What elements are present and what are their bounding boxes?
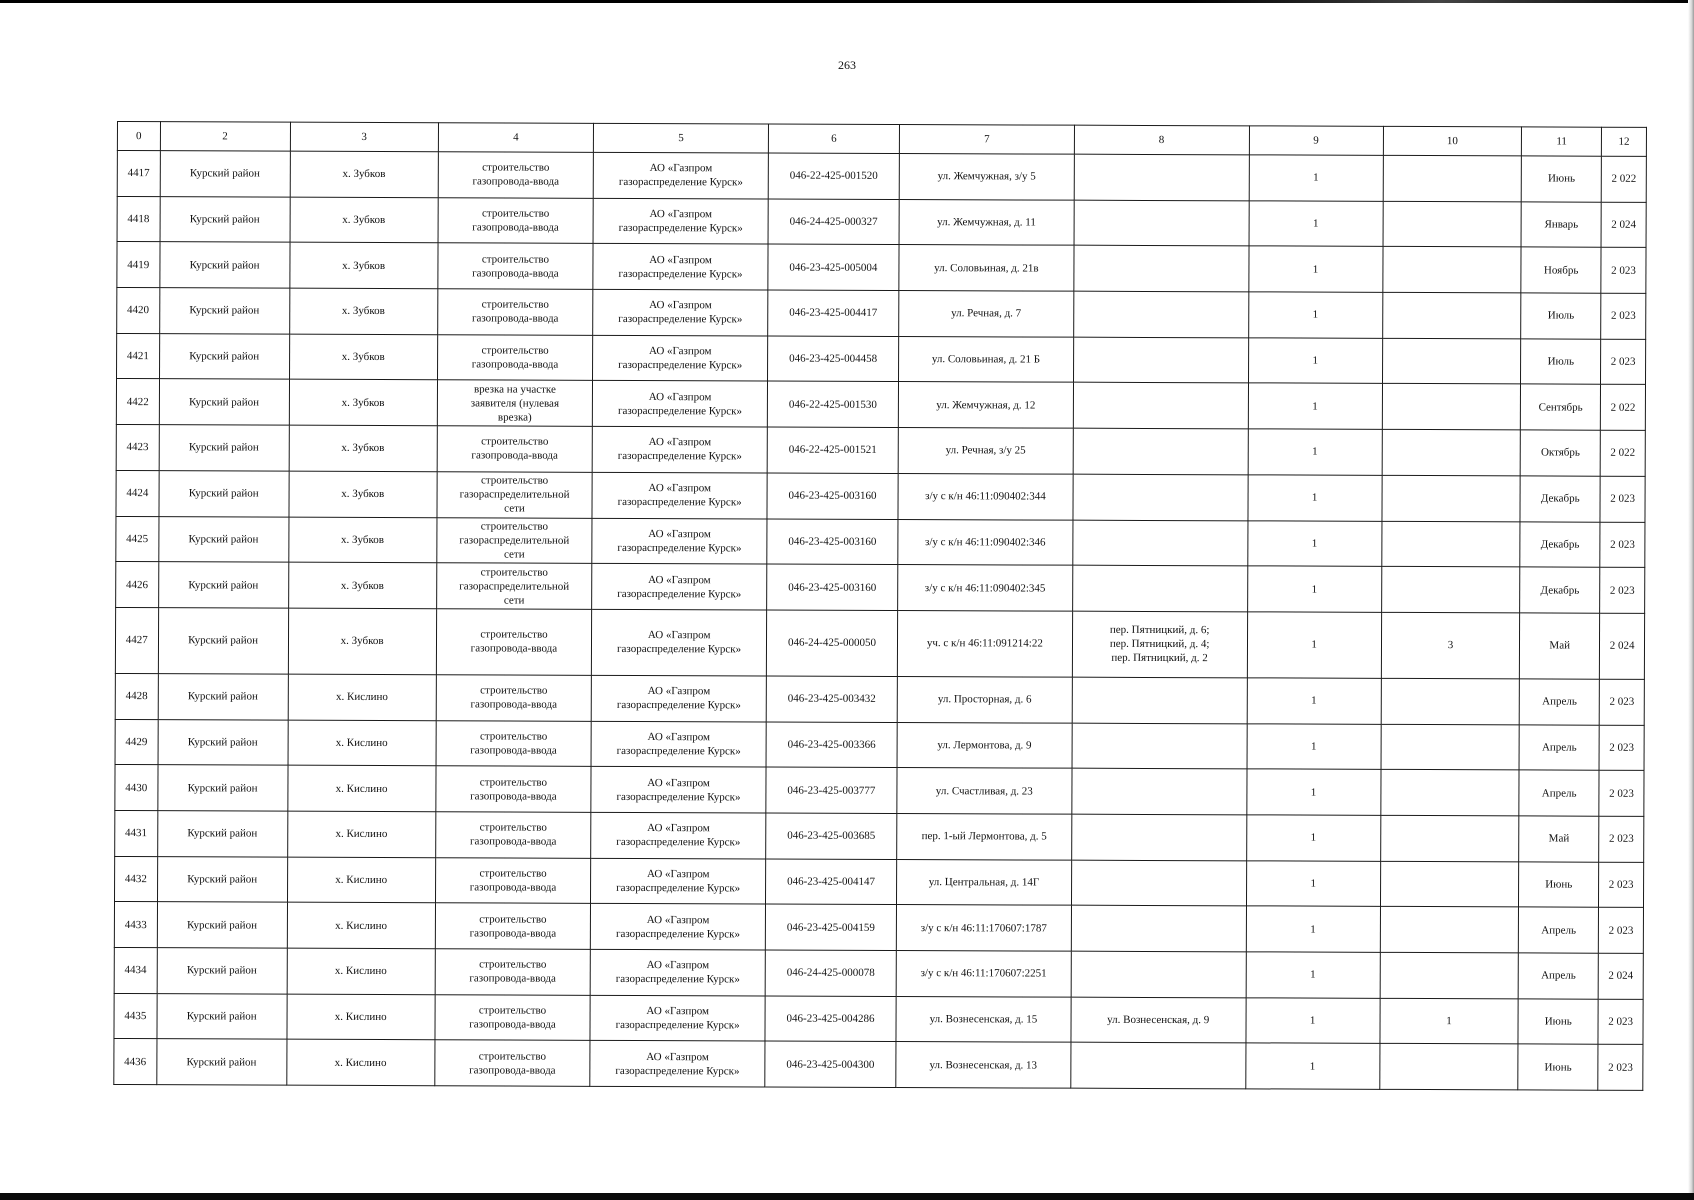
table-row (117, 196, 1646, 248)
work-type-cell: строительство газопровода-ввода (438, 152, 594, 198)
month-cell: Ноябрь (1521, 247, 1601, 293)
work-type-cell: строительство газопровода-ввода (436, 609, 592, 676)
extra-count-cell (1383, 155, 1522, 201)
additional-address-cell (1071, 814, 1246, 860)
locality-cell: х. Зубков (288, 517, 436, 563)
district-cell: Курский район (160, 196, 290, 242)
work-type-cell: строительство газопровода-ввода (435, 857, 591, 903)
count-cell: 1 (1248, 246, 1382, 292)
address-cell: уч. с к/н 46:11:091214:22 (897, 610, 1072, 677)
month-cell: Декабрь (1520, 567, 1600, 613)
district-cell: Курский район (158, 516, 288, 562)
locality-cell: х. Зубков (289, 334, 437, 380)
locality-cell: х. Кислино (287, 948, 435, 994)
address-cell: ул. Речная, з/у 25 (898, 428, 1073, 474)
column-header: 8 (1074, 125, 1249, 155)
district-cell: Курский район (158, 608, 288, 674)
work-type-cell: строительство газопровода-ввода (435, 903, 591, 949)
table-row (116, 516, 1645, 568)
district-cell: Курский район (158, 719, 288, 765)
year-cell: 2 023 (1600, 567, 1645, 613)
address-cell: з/у с к/н 46:11:090402:344 (898, 473, 1073, 519)
address-cell: ул. Центральная, д. 14Г (897, 859, 1072, 905)
month-cell: Апрель (1519, 724, 1599, 770)
table-row (115, 765, 1644, 817)
column-header: 0 (117, 122, 160, 151)
additional-address-cell (1071, 905, 1246, 951)
additional-address-cell (1073, 520, 1248, 566)
row-number-cell: 4421 (117, 333, 160, 379)
district-cell: Курский район (158, 674, 288, 720)
address-cell: ул. Жемчужная, д. 11 (899, 199, 1074, 245)
code-cell: 046-23-425-003366 (766, 722, 897, 768)
organization-cell: АО «Газпром газораспределение Курск» (591, 721, 766, 767)
month-cell: Апрель (1518, 953, 1598, 999)
count-cell: 1 (1246, 906, 1380, 952)
code-cell: 046-23-425-003160 (767, 564, 898, 610)
locality-cell: х. Кислино (287, 994, 435, 1040)
row-number-cell: 4426 (116, 562, 159, 608)
column-header: 9 (1249, 126, 1383, 156)
year-cell: 2 023 (1598, 1045, 1643, 1091)
scan-border-right (1688, 0, 1694, 1200)
district-cell: Курский район (157, 856, 287, 902)
organization-cell: АО «Газпром газораспределение Курск» (592, 518, 767, 564)
count-cell: 1 (1246, 952, 1380, 998)
code-cell: 046-23-425-003685 (766, 813, 897, 859)
locality-cell: х. Зубков (288, 562, 436, 608)
locality-cell: х. Кислино (287, 811, 435, 857)
column-header: 12 (1602, 127, 1647, 156)
locality-cell: х. Зубков (289, 243, 437, 289)
table-row (114, 947, 1643, 999)
locality-cell: х. Зубков (289, 288, 437, 334)
district-cell: Курский район (159, 242, 289, 288)
count-cell: 1 (1245, 1043, 1379, 1089)
count-cell: 1 (1247, 678, 1381, 724)
month-cell: Декабрь (1520, 476, 1600, 522)
code-cell: 046-22-425-001520 (768, 153, 899, 199)
extra-count-cell (1380, 861, 1519, 907)
organization-cell: АО «Газпром газораспределение Курск» (590, 1041, 765, 1087)
month-cell: Октябрь (1520, 430, 1600, 476)
count-cell: 1 (1245, 998, 1379, 1044)
table-row (114, 902, 1643, 954)
row-number-cell: 4424 (116, 470, 159, 516)
row-number-cell: 4420 (117, 288, 160, 334)
scan-border-top (0, 0, 1694, 3)
extra-count-cell (1382, 292, 1521, 338)
row-number-cell: 4430 (115, 765, 158, 811)
table-row (115, 719, 1644, 771)
address-cell: ул. Речная, д. 7 (899, 291, 1074, 337)
column-header: 2 (160, 122, 290, 151)
extra-count-cell (1381, 567, 1520, 613)
year-cell: 2 023 (1599, 679, 1644, 725)
year-cell: 2 024 (1600, 613, 1645, 679)
count-cell: 1 (1247, 475, 1381, 521)
year-cell: 2 023 (1599, 725, 1644, 771)
extra-count-cell: 1 (1380, 998, 1519, 1044)
additional-address-cell (1072, 677, 1247, 723)
count-cell: 1 (1249, 155, 1383, 201)
row-number-cell: 4432 (115, 856, 158, 902)
year-cell: 2 023 (1600, 476, 1645, 522)
row-number-cell: 4417 (117, 151, 160, 197)
month-cell: Апрель (1519, 770, 1599, 816)
work-type-cell: строительство газопровода-ввода (438, 197, 594, 243)
table-row (114, 1039, 1643, 1091)
extra-count-cell (1383, 201, 1522, 247)
locality-cell: х. Зубков (290, 197, 438, 243)
organization-cell: АО «Газпром газораспределение Курск» (592, 426, 767, 472)
table-row (117, 151, 1646, 203)
count-cell: 1 (1248, 383, 1382, 429)
count-cell: 1 (1247, 520, 1381, 566)
district-cell: Курский район (158, 562, 288, 608)
month-cell: Декабрь (1520, 521, 1600, 567)
additional-address-cell (1073, 337, 1248, 383)
district-cell: Курский район (159, 470, 289, 516)
year-cell: 2 023 (1599, 862, 1644, 908)
count-cell: 1 (1247, 566, 1381, 612)
extra-count-cell (1382, 384, 1521, 430)
address-cell: ул. Соловьиная, д. 21в (899, 245, 1074, 291)
extra-count-cell (1382, 338, 1521, 384)
address-cell: ул. Жемчужная, д. 12 (898, 382, 1073, 428)
locality-cell: х. Зубков (288, 608, 436, 675)
table-row (117, 333, 1646, 385)
count-cell: 1 (1248, 429, 1382, 475)
district-cell: Курский район (157, 902, 287, 948)
work-type-cell: строительство газопровода-ввода (438, 243, 594, 289)
district-cell: Курский район (156, 1039, 286, 1085)
year-cell: 2 023 (1598, 999, 1643, 1045)
year-cell: 2 023 (1598, 908, 1643, 954)
month-cell: Июнь (1518, 999, 1598, 1045)
year-cell: 2 023 (1601, 339, 1646, 385)
count-cell: 1 (1248, 292, 1382, 338)
count-cell: 1 (1246, 815, 1380, 861)
month-cell: Июль (1521, 339, 1601, 385)
work-type-cell: строительство газопровода-ввода (437, 426, 593, 472)
district-cell: Курский район (160, 151, 290, 197)
additional-address-cell: пер. Пятницкий, д. 6; пер. Пятницкий, д. 4; пер. Пятницкий, д. 2 (1072, 611, 1247, 678)
count-cell: 1 (1246, 860, 1380, 906)
code-cell: 046-23-425-003777 (766, 767, 897, 813)
organization-cell: АО «Газпром газораспределение Курск» (591, 904, 766, 950)
code-cell: 046-23-425-004458 (767, 336, 898, 382)
column-header: 4 (438, 123, 594, 153)
address-cell: з/у с к/н 46:11:170607:1787 (896, 905, 1071, 951)
table-row (115, 856, 1644, 908)
work-type-cell: строительство газораспределительной сети (436, 517, 592, 563)
count-cell: 1 (1247, 612, 1382, 679)
code-cell: 046-23-425-003432 (766, 676, 897, 722)
work-type-cell: строительство газопровода-ввода (435, 949, 591, 995)
column-header: 3 (290, 122, 438, 152)
code-cell: 046-23-425-004417 (768, 290, 899, 336)
district-cell: Курский район (159, 333, 289, 379)
row-number-cell: 4428 (115, 673, 158, 719)
work-type-cell: строительство газопровода-ввода (434, 1040, 590, 1086)
row-number-cell: 4429 (115, 719, 158, 765)
code-cell: 046-24-425-000327 (768, 199, 899, 245)
locality-cell: х. Кислино (287, 857, 435, 903)
locality-cell: х. Кислино (286, 1040, 434, 1086)
address-cell: ул. Вознесенская, д. 13 (896, 1042, 1071, 1088)
additional-address-cell (1072, 723, 1247, 769)
extra-count-cell (1380, 815, 1519, 861)
count-cell: 1 (1249, 201, 1383, 247)
count-cell: 1 (1248, 338, 1382, 384)
table-row (116, 470, 1645, 522)
organization-cell: АО «Газпром газораспределение Курск» (591, 812, 766, 858)
organization-cell: АО «Газпром газораспределение Курск» (591, 767, 766, 813)
month-cell: Апрель (1519, 679, 1599, 725)
year-cell: 2 023 (1601, 248, 1646, 294)
address-cell: ул. Лермонтова, д. 9 (897, 722, 1072, 768)
work-type-cell: строительство газопровода-ввода (435, 812, 591, 858)
additional-address-cell (1073, 428, 1248, 474)
work-type-cell: строительство газораспределительной сети (437, 472, 593, 518)
scan-border-bottom (0, 1193, 1694, 1200)
organization-cell: АО «Газпром газораспределение Курск» (593, 152, 768, 198)
column-header: 7 (899, 125, 1074, 155)
organization-cell: АО «Газпром газораспределение Курск» (592, 472, 767, 518)
work-type-cell: строительство газопровода-ввода (437, 334, 593, 380)
month-cell: Июнь (1518, 1044, 1598, 1090)
row-number-cell: 4423 (116, 425, 159, 471)
table-row (117, 242, 1646, 294)
organization-cell: АО «Газпром газораспределение Курск» (593, 289, 768, 335)
address-cell: ул. Счастливая, д. 23 (897, 768, 1072, 814)
code-cell: 046-23-425-003160 (767, 518, 898, 564)
locality-cell: х. Кислино (287, 765, 435, 811)
extra-count-cell (1383, 247, 1522, 293)
table-body (114, 151, 1647, 1091)
column-header: 6 (768, 124, 899, 154)
work-type-cell: строительство газораспределительной сети (436, 563, 592, 609)
extra-count-cell (1380, 907, 1519, 953)
locality-cell: х. Зубков (290, 151, 438, 197)
code-cell: 046-23-425-004300 (765, 1041, 896, 1087)
row-number-cell: 4425 (116, 516, 159, 562)
row-number-cell: 4418 (117, 196, 160, 242)
organization-cell: АО «Газпром газораспределение Курск» (593, 244, 768, 290)
address-cell: пер. 1-ый Лермонтова, д. 5 (897, 813, 1072, 859)
work-type-cell: строительство газопровода-ввода (437, 289, 593, 335)
additional-address-cell (1073, 474, 1248, 520)
code-cell: 046-22-425-001521 (767, 427, 898, 473)
year-cell: 2 023 (1599, 816, 1644, 862)
extra-count-cell (1380, 952, 1519, 998)
count-cell: 1 (1247, 723, 1381, 769)
organization-cell: АО «Газпром газораспределение Курск» (592, 564, 767, 610)
month-cell: Июнь (1519, 862, 1599, 908)
additional-address-cell (1072, 565, 1247, 611)
organization-cell: АО «Газпром газораспределение Курск» (590, 949, 765, 995)
extra-count-cell (1381, 678, 1520, 724)
row-number-cell: 4427 (115, 607, 158, 673)
additional-address-cell (1071, 860, 1246, 906)
address-cell: ул. Соловьиная, д. 21 Б (899, 336, 1074, 382)
row-number-cell: 4434 (114, 947, 157, 993)
locality-cell: х. Кислино (287, 902, 435, 948)
month-cell: Сентябрь (1521, 384, 1601, 430)
code-cell: 046-23-425-004286 (765, 996, 896, 1042)
table-row (117, 288, 1646, 340)
table-row (115, 810, 1644, 862)
page-number: 263 (838, 58, 856, 72)
code-cell: 046-23-425-003160 (767, 473, 898, 519)
additional-address-cell (1074, 246, 1249, 292)
extra-count-cell (1381, 770, 1520, 816)
organization-cell: АО «Газпром газораспределение Курск» (592, 609, 767, 676)
table-row (115, 607, 1644, 679)
code-cell: 046-23-425-004159 (765, 904, 896, 950)
organization-cell: АО «Газпром газораспределение Курск» (590, 995, 765, 1041)
month-cell: Июль (1521, 293, 1601, 339)
extra-count-cell: 3 (1381, 612, 1520, 679)
extra-count-cell (1382, 521, 1521, 567)
additional-address-cell (1072, 768, 1247, 814)
work-type-cell: врезка на участке заявителя (нулевая врезка) (437, 380, 593, 426)
additional-address-cell (1071, 1043, 1246, 1089)
code-cell: 046-22-425-001530 (767, 381, 898, 427)
year-cell: 2 024 (1601, 202, 1646, 248)
registry-table (113, 121, 1647, 1091)
row-number-cell: 4431 (115, 810, 158, 856)
address-cell: з/у с к/н 46:11:090402:345 (898, 565, 1073, 611)
month-cell: Апрель (1519, 907, 1599, 953)
year-cell: 2 023 (1601, 293, 1646, 339)
code-cell: 046-24-425-000050 (766, 610, 897, 677)
district-cell: Курский район (157, 993, 287, 1039)
row-number-cell: 4435 (114, 993, 157, 1039)
extra-count-cell (1382, 429, 1521, 475)
column-header: 11 (1522, 127, 1602, 156)
year-cell: 2 023 (1600, 522, 1645, 568)
district-cell: Курский район (157, 948, 287, 994)
district-cell: Курский район (157, 811, 287, 857)
year-cell: 2 022 (1600, 385, 1645, 431)
year-cell: 2 024 (1598, 953, 1643, 999)
district-cell: Курский район (157, 765, 287, 811)
code-cell: 046-23-425-005004 (768, 244, 899, 290)
extra-count-cell (1381, 724, 1520, 770)
work-type-cell: строительство газопровода-ввода (436, 675, 592, 721)
additional-address-cell (1074, 154, 1249, 200)
additional-address-cell: ул. Вознесенская, д. 9 (1071, 997, 1246, 1043)
month-cell: Июнь (1521, 156, 1601, 202)
table-row (116, 425, 1645, 477)
address-cell: з/у с к/н 46:11:090402:346 (898, 519, 1073, 565)
count-cell: 1 (1246, 769, 1380, 815)
locality-cell: х. Кислино (288, 674, 436, 720)
row-number-cell: 4433 (114, 902, 157, 948)
locality-cell: х. Зубков (289, 425, 437, 471)
table-row (115, 673, 1644, 725)
additional-address-cell (1074, 200, 1249, 246)
code-cell: 046-23-425-004147 (765, 859, 896, 905)
month-cell: Январь (1521, 202, 1601, 248)
locality-cell: х. Зубков (289, 471, 437, 517)
year-cell: 2 023 (1599, 770, 1644, 816)
extra-count-cell (1380, 1044, 1519, 1090)
additional-address-cell (1071, 951, 1246, 997)
additional-address-cell (1073, 291, 1248, 337)
organization-cell: АО «Газпром газораспределение Курск» (591, 858, 766, 904)
row-number-cell: 4419 (117, 242, 160, 288)
district-cell: Курский район (159, 288, 289, 334)
additional-address-cell (1073, 383, 1248, 429)
work-type-cell: строительство газопровода-ввода (435, 994, 591, 1040)
table-row (116, 379, 1645, 431)
month-cell: Май (1519, 816, 1599, 862)
work-type-cell: строительство газопровода-ввода (436, 766, 592, 812)
code-cell: 046-24-425-000078 (765, 950, 896, 996)
row-number-cell: 4422 (116, 379, 159, 425)
address-cell: ул. Жемчужная, з/у 5 (899, 154, 1074, 200)
month-cell: Май (1520, 613, 1600, 679)
organization-cell: АО «Газпром газораспределение Курск» (593, 335, 768, 381)
row-number-cell: 4436 (114, 1039, 157, 1085)
locality-cell: х. Зубков (289, 380, 437, 426)
district-cell: Курский район (159, 379, 289, 425)
table-row (114, 993, 1643, 1045)
organization-cell: АО «Газпром газораспределение Курск» (593, 198, 768, 244)
column-header: 5 (594, 123, 769, 153)
locality-cell: х. Кислино (288, 720, 436, 766)
year-cell: 2 022 (1600, 430, 1645, 476)
organization-cell: АО «Газпром газораспределение Курск» (591, 675, 766, 721)
address-cell: ул. Вознесенская, д. 15 (896, 996, 1071, 1042)
table-row (116, 562, 1645, 614)
district-cell: Курский район (159, 425, 289, 471)
address-cell: ул. Просторная, д. 6 (897, 676, 1072, 722)
year-cell: 2 022 (1601, 156, 1646, 202)
work-type-cell: строительство газопровода-ввода (436, 720, 592, 766)
address-cell: з/у с к/н 46:11:170607:2251 (896, 950, 1071, 996)
organization-cell: АО «Газпром газораспределение Курск» (593, 381, 768, 427)
extra-count-cell (1382, 475, 1521, 521)
column-header: 10 (1383, 126, 1522, 156)
